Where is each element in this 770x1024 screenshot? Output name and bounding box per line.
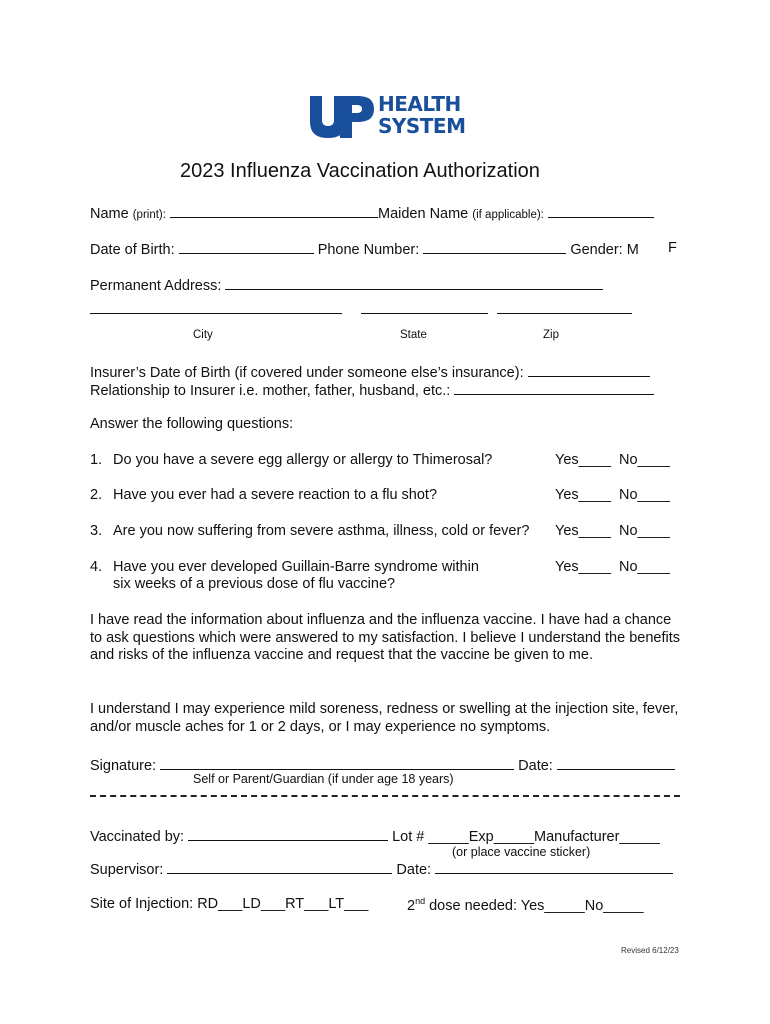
question-number: 4. — [90, 559, 103, 575]
signature-label: Signature: — [90, 758, 157, 774]
answer-heading: Answer the following questions: — [90, 416, 294, 432]
supervisor-row — [90, 860, 673, 878]
question-text: Do you have a severe egg allergy or allergy to Thimerosal? — [113, 452, 493, 468]
signature-date-label: Date: — [518, 758, 553, 774]
revised-date: Revised 6/12/23 — [621, 946, 679, 955]
supervisor-label: Supervisor: — [90, 862, 164, 878]
yes-option[interactable]: Yes____ — [555, 523, 611, 539]
name-row — [90, 204, 654, 222]
zip-field[interactable] — [497, 313, 632, 314]
city-label: City — [193, 329, 213, 341]
vaccinated-by-label: Vaccinated by: — [90, 829, 185, 845]
no-option[interactable]: No____ — [619, 452, 670, 468]
lot-exp-manufacturer[interactable]: Lot # _____Exp_____Manufacturer_____ — [392, 829, 660, 845]
question-text-line2: six weeks of a previous dose of flu vaccine? — [113, 576, 396, 592]
second-dose-suffix: nd — [415, 896, 426, 906]
supervisor-date-field[interactable] — [435, 860, 673, 874]
address-field[interactable] — [225, 276, 603, 290]
signature-note: Self or Parent/Guardian (if under age 18 years) — [193, 772, 454, 786]
gender-label[interactable]: Gender: M — [570, 242, 639, 258]
name-field[interactable] — [170, 204, 378, 218]
yes-option[interactable]: Yes____ — [555, 452, 611, 468]
logo-system-text: SYSTEM — [378, 114, 466, 138]
up-health-system-logo — [308, 92, 468, 142]
page-title: 2023 Influenza Vaccination Authorization — [180, 160, 540, 182]
address-row — [90, 276, 603, 294]
vaccinated-by-row — [90, 827, 660, 845]
relationship-field[interactable] — [454, 381, 654, 395]
question-number: 1. — [90, 452, 103, 468]
maiden-name-field[interactable] — [548, 204, 654, 218]
insurer-dob-label: Insurer’s Date of Birth (if covered under someone else’s insurance): — [90, 365, 524, 381]
question-text: Have you ever developed Guillain-Barre syndrome within — [113, 559, 479, 575]
state-label: State — [400, 329, 427, 341]
maiden-name-label: Maiden Name — [377, 206, 469, 222]
relationship-row — [90, 381, 654, 399]
dob-label: Date of Birth: — [90, 242, 175, 258]
supervisor-date-label: Date: — [396, 862, 432, 878]
yes-option[interactable]: Yes____ — [555, 559, 611, 575]
section-divider — [90, 795, 680, 797]
question-number: 2. — [90, 487, 103, 503]
dob-row — [90, 240, 639, 258]
name-label: Name — [90, 206, 129, 222]
dob-field[interactable] — [179, 240, 314, 254]
logo-health-text: HEALTH — [378, 92, 461, 116]
consent-paragraph: I have read the information about influenza and the influenza vaccine. I have had a chance to ask questions which were answered to my satisfaction. I believe I understand the benefits and risks of the influenza vaccine and request that the vaccine be given to me. — [90, 612, 680, 663]
phone-field[interactable] — [423, 240, 566, 254]
zip-label: Zip — [543, 329, 559, 341]
question-text: Have you ever had a severe reaction to a flu shot? — [113, 487, 438, 503]
city-field[interactable] — [90, 313, 342, 314]
second-dose-number: 2 — [407, 897, 416, 914]
signature-date-field[interactable] — [557, 756, 675, 770]
address-label: Permanent Address: — [90, 278, 222, 294]
second-dose-row[interactable] — [407, 896, 644, 914]
phone-label: Phone Number: — [317, 242, 420, 258]
vaccinated-by-field[interactable] — [188, 827, 388, 841]
yes-option[interactable]: Yes____ — [555, 487, 611, 503]
site-of-injection[interactable]: Site of Injection: RD___LD___RT___LT___ — [90, 896, 369, 912]
maiden-name-note: (if applicable): — [472, 209, 544, 221]
state-field[interactable] — [361, 313, 488, 314]
sticker-note: (or place vaccine sticker) — [452, 845, 591, 859]
no-option[interactable]: No____ — [619, 487, 670, 503]
side-effects-paragraph: I understand I may experience mild soreness, redness or swelling at the injection site, fever, and/or muscle aches for 1 or 2 days, or I may experience no symptoms. — [90, 701, 679, 735]
second-dose-text: dose needed: Yes_____No_____ — [425, 897, 644, 914]
supervisor-field[interactable] — [167, 860, 392, 874]
insurer-dob-row — [90, 363, 650, 381]
question-text: Are you now suffering from severe asthma, illness, cold or fever? — [113, 523, 530, 539]
no-option[interactable]: No____ — [619, 559, 670, 575]
question-number: 3. — [90, 523, 103, 539]
gender-f-option[interactable]: F — [668, 240, 677, 256]
name-print-note: (print): — [132, 209, 166, 221]
signature-field[interactable] — [160, 756, 514, 770]
relationship-label: Relationship to Insurer i.e. mother, father, husband, etc.: — [90, 383, 451, 399]
insurer-dob-field[interactable] — [528, 363, 650, 377]
no-option[interactable]: No____ — [619, 523, 670, 539]
